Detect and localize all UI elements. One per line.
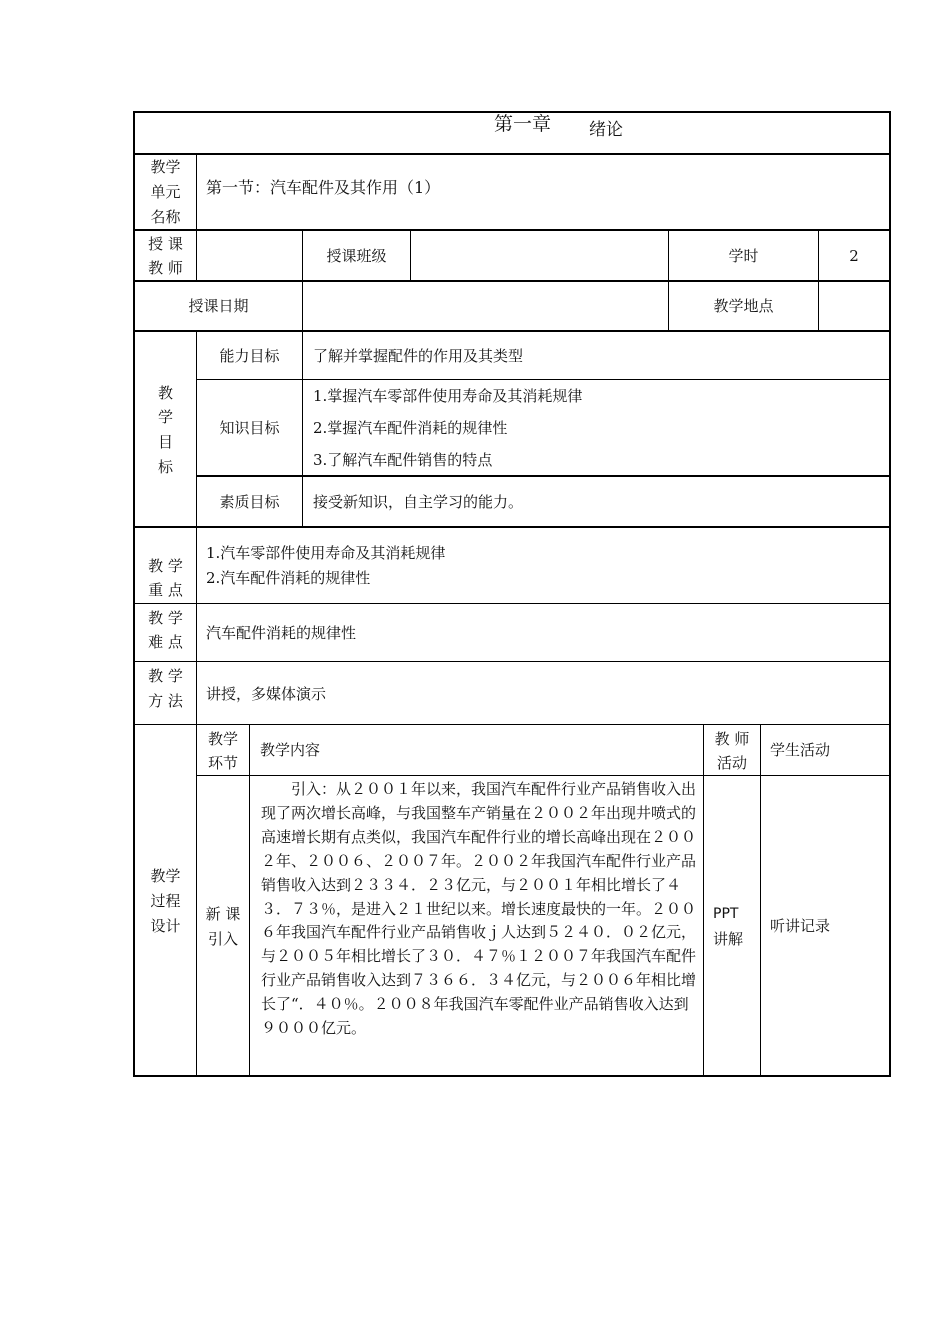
goals-label-char1: 教 [157,384,173,402]
teacher-activity-line1: PPT [713,906,739,922]
stage-header-line2: 环节 [207,754,238,772]
knowledge-goal-item-2: 2.掌握汽车配件消耗的规律性 [313,419,508,437]
methods-label-line2: 方 法 [148,692,183,710]
goals-label-char4: 标 [157,458,173,476]
student-activity-header: 学生活动 [770,741,831,759]
goals-label-char2: 学 [157,408,173,426]
stage-header-line1: 教学 [207,730,238,748]
teacher-label-line2: 教 师 [148,259,183,277]
hours-label: 学时 [728,247,759,265]
difficulties-value: 汽车配件消耗的规律性 [206,624,357,642]
stage-line1: 新 课 [205,905,241,923]
teacher-activity-header-line2: 活动 [716,754,747,772]
student-activity-value: 听讲记录 [770,917,831,935]
difficulties-label-line2: 难 点 [148,633,183,651]
quality-goal-label: 素质目标 [219,493,280,511]
unit-name: 第一节：汽车配件及其作用（1） [206,178,441,197]
stage-line2: 引入 [207,930,238,948]
process-label-line2: 过程 [150,892,181,910]
difficulties-label-line1: 教 学 [148,609,183,627]
unit-label-line2: 单元 [150,183,181,201]
process-label-line1: 教学 [150,867,181,885]
key-points-label-line1: 教 学 [148,557,183,575]
chapter-number: 第一章 [494,113,552,135]
teacher-label-line1: 授 课 [148,235,183,253]
key-point-2: 2.汽车配件消耗的规律性 [206,569,371,587]
knowledge-goal-label: 知识目标 [219,419,280,437]
key-point-1: 1.汽车零部件使用寿命及其消耗规律 [206,544,446,562]
ability-goal-label: 能力目标 [219,347,280,365]
chapter-title: 绪论 [589,120,623,140]
unit-label-line3: 名称 [150,208,181,226]
content-header: 教学内容 [260,741,321,759]
process-label-line3: 设计 [150,917,181,935]
lesson-content-paragraph: 引入：从２００１年以来，我国汽车配件行业产品销售收入出现了两次增长高峰，与我国整车产销量在２００２年出现井喷式的高速增长期有点类似，我国汽车配件行业的增长高峰出现在２００２年、２００６、２００７年。２００２年我国汽车配件行业产品销售收入达到２３３４．２３亿元，与２００１年相比增长了４３．７３％，是进入２１世纪以来。增长速度最快的一年。２００６年我国汽车配件行业产品销售收ｊ人达到５２４０．０２亿元，与２００５年相比增长了３０．４７％１２００７年我国汽车配件行业产品销售收入达到７３６６．３４亿元，与２００６年相比增长了“．４０％。２００８年我国汽车零配件业产品销售收入达到９０００亿元。 [261,780,697,1038]
hours-value: 2 [849,247,859,265]
methods-label-line1: 教 学 [148,667,183,685]
teacher-activity-line2: 讲解 [713,930,744,948]
location-label: 教学地点 [713,297,774,315]
unit-label-line1: 教学 [150,158,181,176]
quality-goal-value: 接受新知识，自主学习的能力。 [313,493,524,511]
knowledge-goal-item-1: 1.掌握汽车零部件使用寿命及其消耗规律 [313,387,583,405]
methods-value: 讲授，多媒体演示 [206,685,327,703]
knowledge-goal-item-3: 3.了解汽车配件销售的特点 [313,451,493,469]
key-points-label-line2: 重 点 [148,581,183,599]
class-label: 授课班级 [326,247,387,265]
goals-label-char3: 目 [157,433,173,451]
teacher-activity-header-line1: 教 师 [714,730,750,748]
ability-goal-value: 了解并掌握配件的作用及其类型 [313,347,524,365]
date-label: 授课日期 [188,297,249,315]
